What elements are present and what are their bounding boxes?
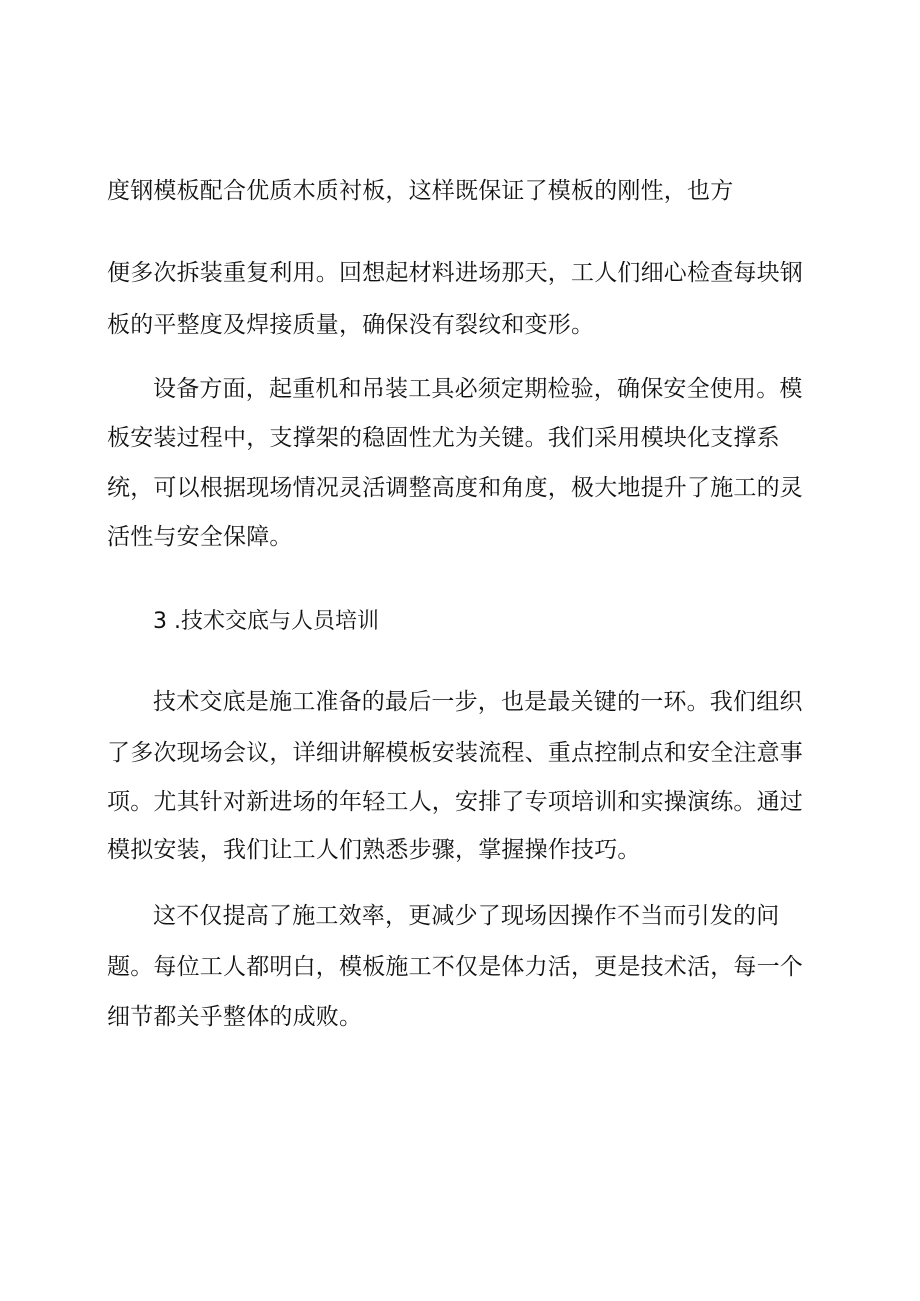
paragraph-line: 便多次拆装重复利用。回想起材料进场那天，工人们细心检查每块钢 [107, 260, 803, 286]
paragraph-line: 题。每位工人都明白，模板施工不仅是体力活，更是技术活，每一个 [107, 954, 803, 980]
paragraph-line: 了多次现场会议，详细讲解模板安装流程、重点控制点和安全注意事 [107, 740, 803, 766]
paragraph-line: 统，可以根据现场情况灵活调整高度和角度，极大地提升了施工的灵 [107, 475, 803, 501]
paragraph-line: 细节都关乎整体的成败。 [107, 1004, 363, 1030]
paragraph-line: 项。尤其针对新进场的年轻工人，安排了专项培训和实操演练。通过 [107, 789, 803, 815]
section-heading: 3 .技术交底与人员培训 [153, 609, 379, 634]
paragraph-line: 这不仅提高了施工效率，更减少了现场因操作不当而引发的问 [153, 903, 780, 929]
paragraph-line: 技术交底是施工准备的最后一步，也是最关键的一环。我们组织 [153, 689, 803, 715]
paragraph-line: 活性与安全保障。 [107, 524, 293, 550]
paragraph-line: 板的平整度及焊接质量，确保没有裂纹和变形。 [107, 312, 595, 338]
paragraph-line: 板安装过程中，支撑架的稳固性尤为关键。我们采用模块化支撑系 [107, 425, 780, 451]
paragraph-line: 模拟安装，我们让工人们熟悉步骤，掌握操作技巧。 [107, 837, 641, 863]
paragraph-line: 度钢模板配合优质木质衬板，这样既保证了模板的刚性，也方 [107, 178, 734, 204]
paragraph-line: 设备方面，起重机和吊装工具必须定期检验，确保安全使用。模 [153, 376, 803, 402]
